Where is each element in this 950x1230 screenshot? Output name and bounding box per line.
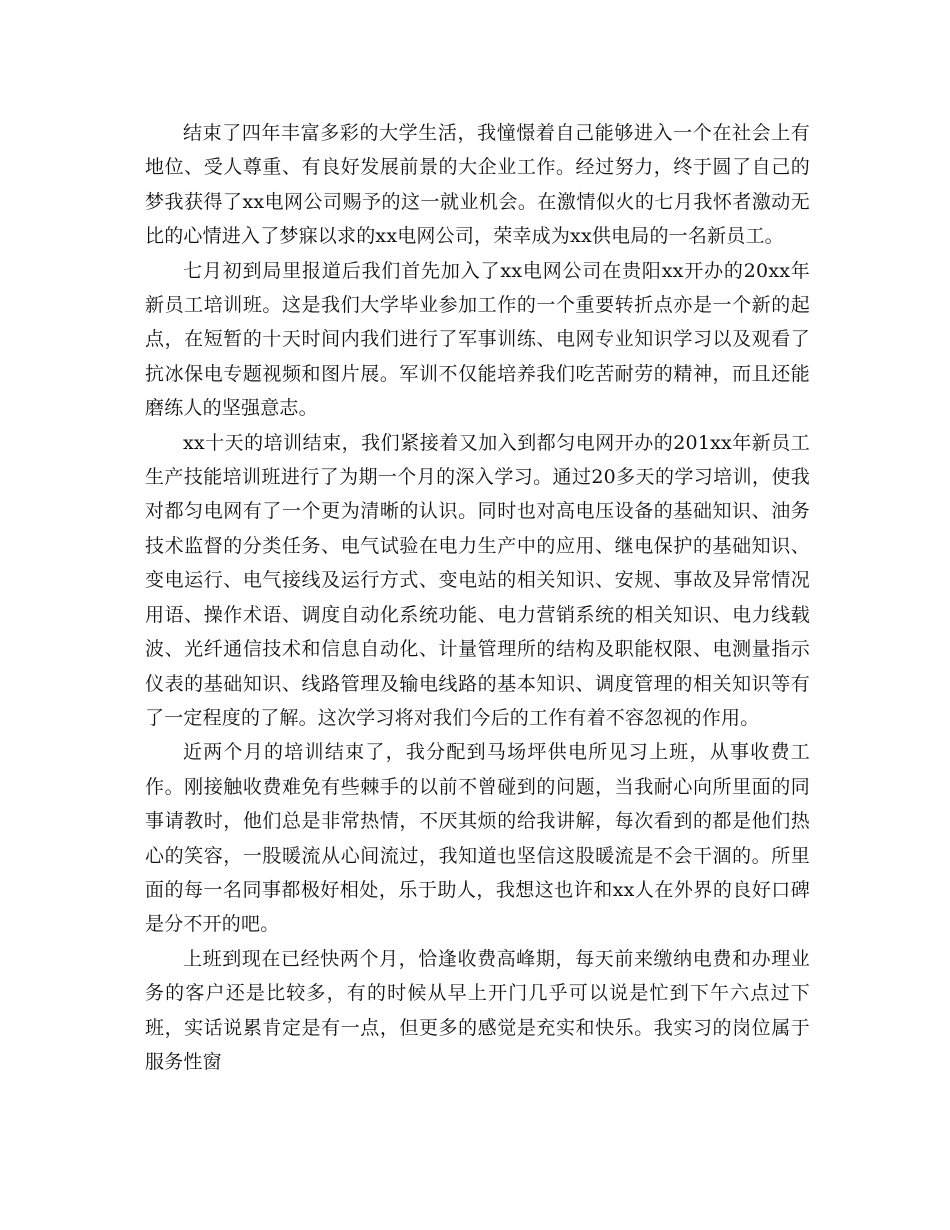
- document-body: [145, 116, 810, 1079]
- paragraph-3: xx十天的培训结束，我们紧接着又加入到都匀电网开办的201xx年新员工生产技能培训班进行了为期一个月的深入学习。通过20多天的学习培训，使我对都匀电网有了一个更为清晰的认识。同时也对高电压设备的基础知识、油务技术监督的分类任务、电气试验在电力生产中的应用、继电保护的基础知识、变电运行、电气接线及运行方式、变电站的相关知识、安规、事故及异常情况用语、操作术语、调度自动化系统功能、电力营销系统的相关知识、电力线载波、光纤通信技术和信息自动化、计量管理所的结构及职能权限、电测量指示仪表的基础知识、线路管理及输电线路的基本知识、调度管理的相关知识等有了一定程度的了解。这次学习将对我们今后的工作有着不容忽视的作用。: [145, 431, 810, 729]
- paragraph-4: 近两个月的培训结束了，我分配到马场坪供电所见习上班，从事收费工作。刚接触收费难免有些棘手的以前不曾碰到的问题，当我耐心向所里面的同事请教时，他们总是非常热情，不厌其烦的给我讲解，每次看到的都是他们热心的笑容，一股暖流从心间流过，我知道也坚信这股暖流是不会干涸的。所里面的每一名同事都极好相处，乐于助人，我想这也许和xx人在外界的良好口碑是分不开的吧。: [145, 741, 810, 936]
- paragraph-1: 结束了四年丰富多彩的大学生活，我憧憬着自己能够进入一个在社会上有地位、受人尊重、有良好发展前景的大企业工作。经过努力，终于圆了自己的梦我获得了xx电网公司赐予的这一就业机会。在激情似火的七月我怀者激动无比的心情进入了梦寐以求的xx电网公司，荣幸成为xx供电局的一名新员工。: [145, 122, 810, 248]
- paragraph-2: 七月初到局里报道后我们首先加入了xx电网公司在贵阳xx开办的20xx年新员工培训班。这是我们大学毕业参加工作的一个重要转折点亦是一个新的起点，在短暂的十天时间内我们进行了军事训练、电网专业知识学习以及观看了抗冰保电专题视频和图片展。军训不仅能培养我们吃苦耐劳的精神，而且还能磨练人的坚强意志。: [145, 259, 810, 420]
- paragraph-5: 上班到现在已经快两个月，恰逢收费高峰期，每天前来缴纳电费和办理业务的客户还是比较多，有的时候从早上开门几乎可以说是忙到下午六点过下班，实话说累肯定是有一点，但更多的感觉是充实和快乐。我实习的岗位属于服务性窗: [145, 947, 810, 1073]
